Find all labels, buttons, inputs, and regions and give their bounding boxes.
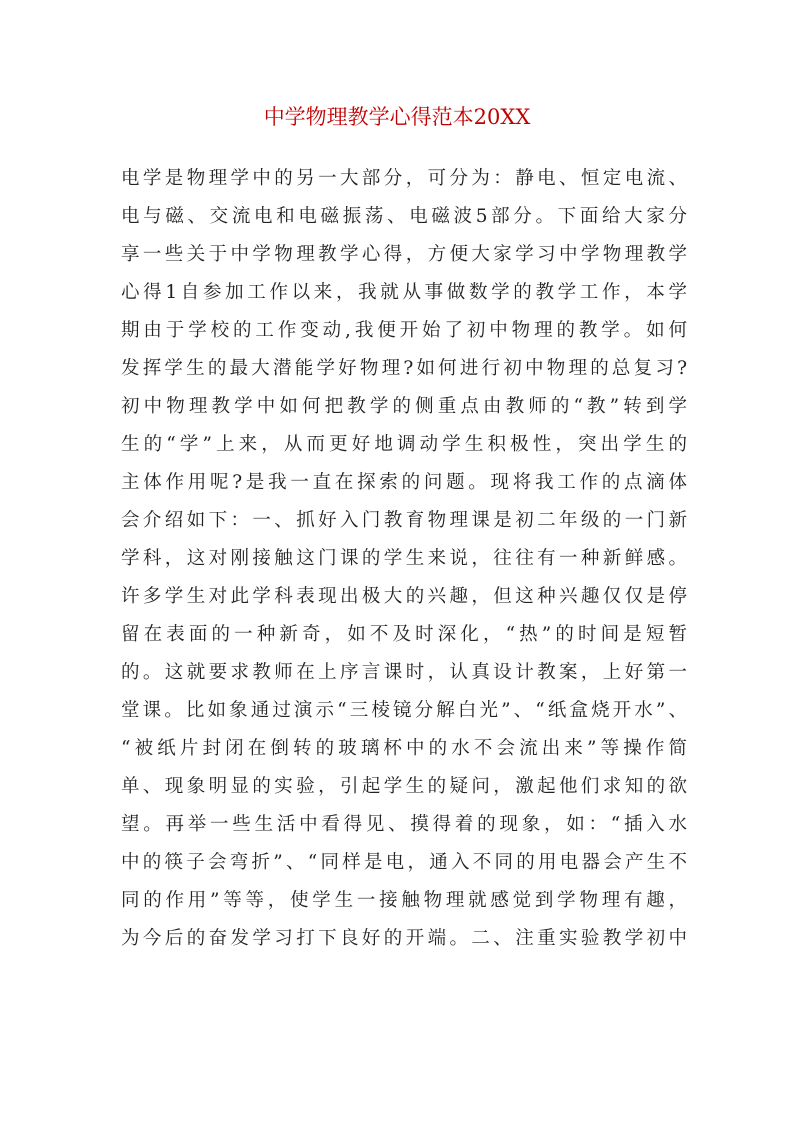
document-title: 中学物理教学心得范本20XX [263,105,531,129]
body-line: 为今后的奋发学习打下良好的开端。二、注重实验教学初中 [121,928,687,949]
body-line: 同的作用”等等，使学生一接触物理就感觉到学物理有趣， [121,890,687,911]
body-line: 生的“学”上来，从而更好地调动学生积极性，突出学生的 [121,434,687,455]
body-line: 许多学生对此学科表现出极大的兴趣，但这种兴趣仅仅是停 [121,586,687,607]
body-line: 享一些关于中学物理教学心得，方便大家学习中学物理教学 [121,244,687,265]
body-line: 学科，这对刚接触这门课的学生来说，往往有一种新鲜感。 [121,548,687,569]
body-line: 中的筷子会弯折”、“同样是电，通入不同的用电器会产生不 [121,852,687,873]
body-line: 电学是物理学中的另一大部分，可分为：静电、恒定电流、 [121,168,687,189]
body-line: 期由于学校的工作变动,我便开始了初中物理的教学。如何 [121,320,687,341]
body-line: 心得1自参加工作以来，我就从事做数学的教学工作，本学 [121,282,687,303]
document-body [121,160,687,958]
body-line: 发挥学生的最大潜能学好物理?如何进行初中物理的总复习? [121,358,687,379]
body-line: 初中物理教学中如何把教学的侧重点由教师的“教”转到学 [121,396,687,417]
body-line: 单、现象明显的实验，引起学生的疑问，激起他们求知的欲 [121,776,687,797]
body-line: 电与磁、交流电和电磁振荡、电磁波5部分。下面给大家分 [121,206,687,227]
body-line: 望。再举一些生活中看得见、摸得着的现象，如：“插入水 [121,814,687,835]
body-line: 的。这就要求教师在上序言课时，认真设计教案，上好第一 [121,662,687,683]
body-line: 留在表面的一种新奇，如不及时深化，“热”的时间是短暂 [121,624,687,645]
body-line: 主体作用呢?是我一直在探索的问题。现将我工作的点滴体 [121,472,687,493]
body-line: 会介绍如下：一、抓好入门教育物理课是初二年级的一门新 [121,510,687,531]
body-line: “被纸片封闭在倒转的玻璃杯中的水不会流出来”等操作简 [121,738,687,759]
body-line: 堂课。比如象通过演示“三棱镜分解白光”、“纸盒烧开水”、 [121,700,687,721]
